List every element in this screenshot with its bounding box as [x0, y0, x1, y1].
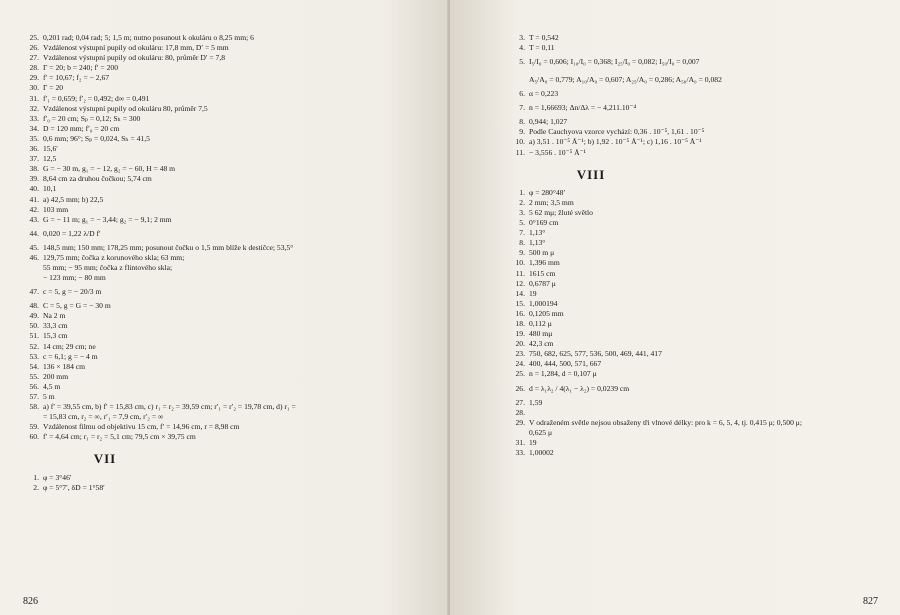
answer-item	[511, 89, 881, 99]
answer-number: 31.	[29, 93, 39, 103]
answer-item	[25, 43, 435, 53]
answer-number: 33.	[29, 113, 39, 123]
answer-number: 14.	[515, 288, 525, 298]
answer-text: 1,396 mm	[529, 258, 560, 268]
answer-text: a) 3,51 . 10⁻⁵ Å⁻¹; b) 1,92 . 10⁻⁵ Å⁻¹; c) 1,16 . 10⁻⁵ Å⁻¹	[529, 137, 702, 147]
answer-item	[25, 422, 435, 432]
answer-text: D = 120 mm; f′₀ = 20 cm	[43, 123, 120, 133]
answer-number: 25.	[29, 33, 39, 42]
answer-number: 24.	[515, 359, 525, 369]
answer-text: 2 mm; 3,5 mm	[529, 197, 574, 207]
answer-item	[511, 188, 881, 198]
answer-number: 53.	[29, 351, 39, 361]
answer-text: G = − 11 m; g₁ = − 3,44; g₂ = − 9,1; 2 mm	[43, 214, 172, 224]
answer-number	[511, 74, 525, 86]
answer-item	[25, 83, 435, 93]
answer-item	[25, 253, 435, 263]
answer-item	[511, 208, 881, 218]
answer-item	[511, 127, 881, 137]
answer-text: 0°169 cm	[529, 218, 559, 228]
answer-item	[511, 269, 881, 279]
answer-item	[511, 408, 881, 418]
answer-number: 49.	[29, 311, 39, 321]
answer-number: 39.	[29, 174, 39, 184]
answer-item	[25, 362, 435, 372]
answer-text: 15,6′	[43, 144, 58, 154]
answer-number: 4.	[519, 43, 525, 53]
answer-item	[25, 154, 435, 164]
answer-item	[25, 352, 435, 362]
answer-number: 7.	[519, 228, 525, 238]
answer-number	[25, 273, 39, 283]
answer-item	[25, 134, 435, 144]
answer-item	[511, 329, 881, 339]
answer-item	[511, 248, 881, 258]
answer-text: 1,00002	[529, 448, 554, 457]
answer-item	[25, 321, 435, 331]
answer-number: 27.	[29, 53, 39, 63]
answer-text: − 123 mm; − 80 mm	[43, 273, 106, 283]
answer-item	[25, 114, 435, 124]
answer-text: 0,201 rad; 0,04 rad; 5; 1,5 m; nutno posunout k okuláru o 8,25 mm; 6	[43, 33, 254, 42]
answer-item	[511, 137, 881, 147]
answer-text: 0,020 = 1,22 λ/D f′	[43, 228, 101, 238]
answer-text: 5 m	[43, 392, 55, 401]
answers-block-c	[511, 188, 881, 380]
answer-text: 42,3 cm	[529, 339, 554, 349]
answer-number: 43.	[29, 214, 39, 224]
answer-item	[25, 225, 435, 243]
answer-number: 23.	[515, 349, 525, 359]
answer-item	[25, 63, 435, 73]
answer-item	[511, 43, 881, 53]
answer-text: Γ = 20	[43, 83, 64, 93]
answer-item	[511, 228, 881, 238]
answer-item	[511, 33, 881, 43]
answer-item	[25, 184, 435, 194]
answer-item	[25, 311, 435, 321]
answer-text: 0,6 mm; 96°; Sₚ = 0,024, Sₕ = 41,5	[43, 133, 150, 143]
answer-number	[511, 428, 525, 438]
answer-item	[25, 412, 435, 422]
answer-item	[25, 473, 435, 483]
answer-number: 60.	[29, 432, 39, 442]
answer-item	[25, 164, 435, 174]
answer-number: 8.	[519, 238, 525, 248]
answer-item	[25, 301, 435, 311]
chapter-heading: VII	[93, 451, 117, 467]
answer-item	[25, 104, 435, 114]
answer-number: 7.	[519, 103, 525, 113]
answer-item	[511, 438, 881, 448]
answer-item	[25, 53, 435, 63]
answer-item	[511, 319, 881, 329]
answer-text: 0,112 μ	[529, 318, 552, 328]
answer-text: 1615 cm	[529, 268, 556, 278]
answer-text: α = 0,223	[529, 89, 559, 99]
answer-item	[511, 99, 881, 117]
answer-text: Vzdálenost výstupní pupily od okuláru: 17,8 mm, D′ = 5 mm	[43, 43, 229, 53]
answer-number: 3.	[519, 207, 525, 217]
answer-text: n = 1,284, d = 0,107 μ	[529, 369, 597, 379]
answer-text: 480 mμ	[529, 329, 553, 339]
answer-number: 10.	[515, 258, 525, 268]
answers-block-d	[511, 398, 881, 459]
answer-number: 51.	[29, 331, 39, 341]
answer-text: 148,5 mm; 150 mm; 178,25 mm; posunout čočku o 1,5 mm blíže k destičce; 53,5°	[43, 242, 294, 252]
answer-number: 42.	[29, 204, 39, 214]
answer-text: f′ = 4,64 cm; r₁ = r₂ = 5,1 cm; 79,5 cm × 39,75 cm	[43, 432, 196, 442]
answer-number: 28.	[515, 407, 525, 417]
answer-text: 4,5 m	[43, 381, 61, 391]
answer-number: 25.	[515, 369, 525, 379]
answers-block-d	[25, 473, 435, 493]
answer-text: Γ = 20; b = 240; f′ = 200	[43, 63, 119, 73]
answer-number: 19.	[515, 329, 525, 339]
answer-number: 5.	[519, 218, 525, 228]
answer-text: A₅/A₀ = 0,779; A₁₀/A₀ = 0,607; A₂₅/A₀ = 0,286; A₅₀/A₀ = 0,082	[529, 75, 722, 85]
answer-text: 103 mm	[43, 204, 69, 214]
answer-number: 50.	[29, 321, 39, 331]
answer-item	[511, 279, 881, 289]
answer-number: 54.	[29, 361, 39, 371]
answer-text: T = 0,11	[529, 43, 555, 53]
answer-item	[511, 369, 881, 379]
answer-number	[25, 263, 39, 273]
answer-number: 31.	[515, 437, 525, 447]
answer-item	[511, 349, 881, 359]
answer-text: 750, 682, 625, 577, 536, 500, 469, 441, 417	[529, 349, 662, 359]
answer-item	[511, 53, 881, 71]
answer-text: 19	[529, 437, 537, 447]
answer-number: 18.	[515, 318, 525, 328]
answer-text: a) 42,5 mm; b) 22,5	[43, 194, 104, 204]
answer-item	[25, 263, 435, 273]
answer-item	[25, 215, 435, 225]
answer-number: 40.	[29, 184, 39, 194]
answer-number: 5.	[519, 57, 525, 67]
answer-number: 27.	[515, 397, 525, 407]
answer-item	[511, 117, 881, 127]
answer-item	[511, 289, 881, 299]
answers-block-c	[25, 301, 435, 442]
answer-text: Na 2 m	[43, 311, 66, 321]
answer-item	[511, 339, 881, 349]
answer-text: f′₁ = 0,659; f′₂ = 0,492; d∞ = 0,491	[43, 93, 150, 103]
answer-number: 44.	[29, 228, 39, 238]
answer-number: 37.	[29, 154, 39, 164]
answer-number: 46.	[29, 252, 39, 262]
answer-number: 29.	[29, 73, 39, 83]
right-page	[450, 0, 900, 615]
answer-item	[25, 342, 435, 352]
answer-item	[25, 73, 435, 83]
answer-text: 500 m μ	[529, 248, 555, 258]
answer-number: 15.	[515, 298, 525, 308]
answer-text: C = 5, g = G = − 30 m	[43, 301, 111, 311]
answer-item	[25, 392, 435, 402]
answer-text: Vzdálenost filmu od objektivu 15 cm, f′ = 14,96 cm, r = 8,98 cm	[43, 422, 240, 432]
right-answer-column	[511, 33, 881, 458]
answer-item	[25, 195, 435, 205]
answer-number: 29.	[515, 417, 525, 427]
answer-item	[511, 218, 881, 228]
answer-text: − 3,556 . 10⁻⁵ Å⁻¹	[529, 147, 586, 157]
answer-text: f′ = 10,67; f₂ = − 2,67	[43, 73, 110, 83]
answer-number: 12.	[515, 278, 525, 288]
answer-number: 26.	[515, 383, 525, 393]
answer-item	[25, 94, 435, 104]
answer-number: 8.	[519, 117, 525, 127]
answer-item	[25, 33, 435, 43]
answer-number: 34.	[29, 123, 39, 133]
answer-text: 0,625 μ	[529, 427, 553, 437]
answer-text: Podle Cauchyova vzorce vychází: 0,36 . 10⁻⁵, 1,61 . 10⁻⁵	[529, 127, 705, 137]
answer-item	[511, 380, 881, 398]
answer-text: a) f′ = 39,55 cm, b) f′ = 15,83 cm, c) r₁ = r₂ = 39,59 cm; r′₁ = r′₂ = 19,78 cm, d) r₁ =	[43, 402, 296, 412]
answer-text: 1,13°	[529, 238, 546, 248]
answer-text: φ = 3°46′	[43, 472, 72, 482]
answer-number: 3.	[519, 33, 525, 42]
answers-block-b	[511, 117, 881, 157]
answer-item	[25, 283, 435, 301]
answer-number: 38.	[29, 164, 39, 174]
answer-number: 33.	[515, 448, 525, 457]
answer-number: 2.	[33, 482, 39, 492]
answer-number: 45.	[29, 242, 39, 252]
answer-number: 52.	[29, 341, 39, 351]
answer-text: 200 mm	[43, 371, 69, 381]
answer-item	[511, 71, 881, 89]
answer-text: T = 0,542	[529, 33, 559, 42]
answer-number: 59.	[29, 422, 39, 432]
answer-number: 48.	[29, 301, 39, 311]
answer-text: Vzdálenost výstupní pupily od okuláru: 80, průměr D′ = 7,8	[43, 53, 226, 63]
answer-item	[511, 299, 881, 309]
answer-item	[511, 258, 881, 268]
answer-text: d = λ₁λ₂ / 4(λ₁ − λ₂) = 0,0239 cm	[529, 383, 630, 393]
answer-text: 1,13°	[529, 228, 546, 238]
answer-text: 1,59	[529, 397, 543, 407]
answer-item	[511, 359, 881, 369]
answers-block-b	[25, 243, 435, 283]
answer-text: I₅/I₀ = 0,606; I₁₀/I₀ = 0,368; I₂₅/I₀ = 0,082; I₅₀/I₀ = 0,007	[529, 57, 700, 67]
answer-number: 16.	[515, 308, 525, 318]
answer-number: 2.	[519, 197, 525, 207]
page-number: 827	[863, 596, 878, 607]
answer-number: 47.	[29, 287, 39, 297]
answer-text: 0,6787 μ	[529, 278, 556, 288]
answer-item	[25, 483, 435, 493]
answer-text: 400, 444, 500, 571, 667	[529, 359, 602, 369]
answer-text: 15,3 cm	[43, 331, 68, 341]
answer-number: 26.	[29, 43, 39, 53]
answer-text: φ = 5°7′, δD = 1°58′	[43, 482, 105, 492]
answer-number: 35.	[29, 133, 39, 143]
answer-item	[25, 432, 435, 442]
answer-text: 0,944; 1,027	[529, 117, 568, 127]
answer-text: φ = 280°48′	[529, 187, 566, 197]
answer-item	[511, 198, 881, 208]
answer-number: 9.	[519, 127, 525, 137]
answer-text: Vzdálenost výstupní pupily od okuláru 80, průměr 7,5	[43, 103, 208, 113]
answer-number: 28.	[29, 63, 39, 73]
answer-text: G = − 30 m, g₁ = − 12, g₂ = − 60, H = 48 m	[43, 164, 176, 174]
answer-text: V odraženém světle nejsou obsaženy tři vlnové délky: pro k = 6, 5, 4, tj. 0,415 μ; 0,500 μ;	[529, 417, 802, 427]
answer-text: 12,5	[43, 154, 57, 164]
answer-item	[25, 174, 435, 184]
answer-text: 129,75 mm; čočka z korunového skla; 63 mm;	[43, 252, 185, 262]
answer-number: 10.	[515, 137, 525, 147]
answer-text: 1,000194	[529, 298, 558, 308]
answer-number: 11.	[515, 147, 525, 157]
answer-number: 30.	[29, 83, 39, 93]
answer-number: 55.	[29, 371, 39, 381]
answer-text: c = 5, g = − 20/3 m	[43, 287, 102, 297]
answer-text: 14 cm; 29 cm; ne	[43, 341, 96, 351]
answer-number: 9.	[519, 248, 525, 258]
answer-text: n = 1,66693; Δn/Δλ = − 4,211.10⁻⁴	[529, 103, 637, 113]
answer-item	[25, 372, 435, 382]
answer-text: 55 mm; − 95 mm; čočka z flintového skla;	[43, 262, 173, 272]
answer-text: 0,1205 mm	[529, 308, 564, 318]
answer-item	[511, 398, 881, 408]
answer-text: 8,64 cm za druhou čočkou; 5,74 cm	[43, 174, 152, 184]
page-number: 826	[23, 596, 38, 607]
answer-item	[511, 238, 881, 248]
answer-text: 33,3 cm	[43, 321, 68, 331]
answer-text: f′₀ = 20 cm; Sₚ = 0,12; Sₕ = 300	[43, 113, 141, 123]
answer-item	[25, 124, 435, 134]
chapter-heading: VIII	[576, 166, 606, 182]
answers-block-a	[25, 33, 435, 225]
answer-number: 32.	[29, 103, 39, 113]
answer-item	[511, 148, 881, 158]
answer-number: 20.	[515, 339, 525, 349]
answer-item	[511, 418, 881, 428]
answer-number: 6.	[519, 89, 525, 99]
answer-item	[511, 309, 881, 319]
answer-number: 58.	[29, 402, 39, 412]
answer-text: c = 6,1; g = − 4 m	[43, 351, 98, 361]
answer-text: 136 × 184 cm	[43, 361, 86, 371]
answer-number: 57.	[29, 392, 39, 401]
answer-number: 1.	[33, 472, 39, 482]
answer-number: 41.	[29, 194, 39, 204]
answer-item	[511, 448, 881, 458]
answer-number	[25, 412, 39, 422]
answer-text: = 15,83 cm, r₂ = ∞, r′₁ = 7,9 cm, r′₂ = ∞	[43, 412, 164, 422]
answer-text: 19	[529, 288, 537, 298]
answer-item	[25, 402, 435, 412]
answer-item	[25, 243, 435, 253]
answer-item	[25, 144, 435, 154]
answer-text: 10,1	[43, 184, 57, 194]
answer-number: 56.	[29, 381, 39, 391]
answer-item	[511, 428, 881, 438]
answers-block-a	[511, 33, 881, 53]
answer-text: 5 62 mμ; žluté světlo	[529, 207, 593, 217]
answer-number: 36.	[29, 144, 39, 154]
answer-item	[25, 273, 435, 283]
left-answer-column	[25, 33, 435, 493]
answer-item	[25, 382, 435, 392]
answer-number: 1.	[519, 187, 525, 197]
answer-number: 11.	[515, 268, 525, 278]
answer-item	[25, 331, 435, 341]
answer-item	[25, 205, 435, 215]
